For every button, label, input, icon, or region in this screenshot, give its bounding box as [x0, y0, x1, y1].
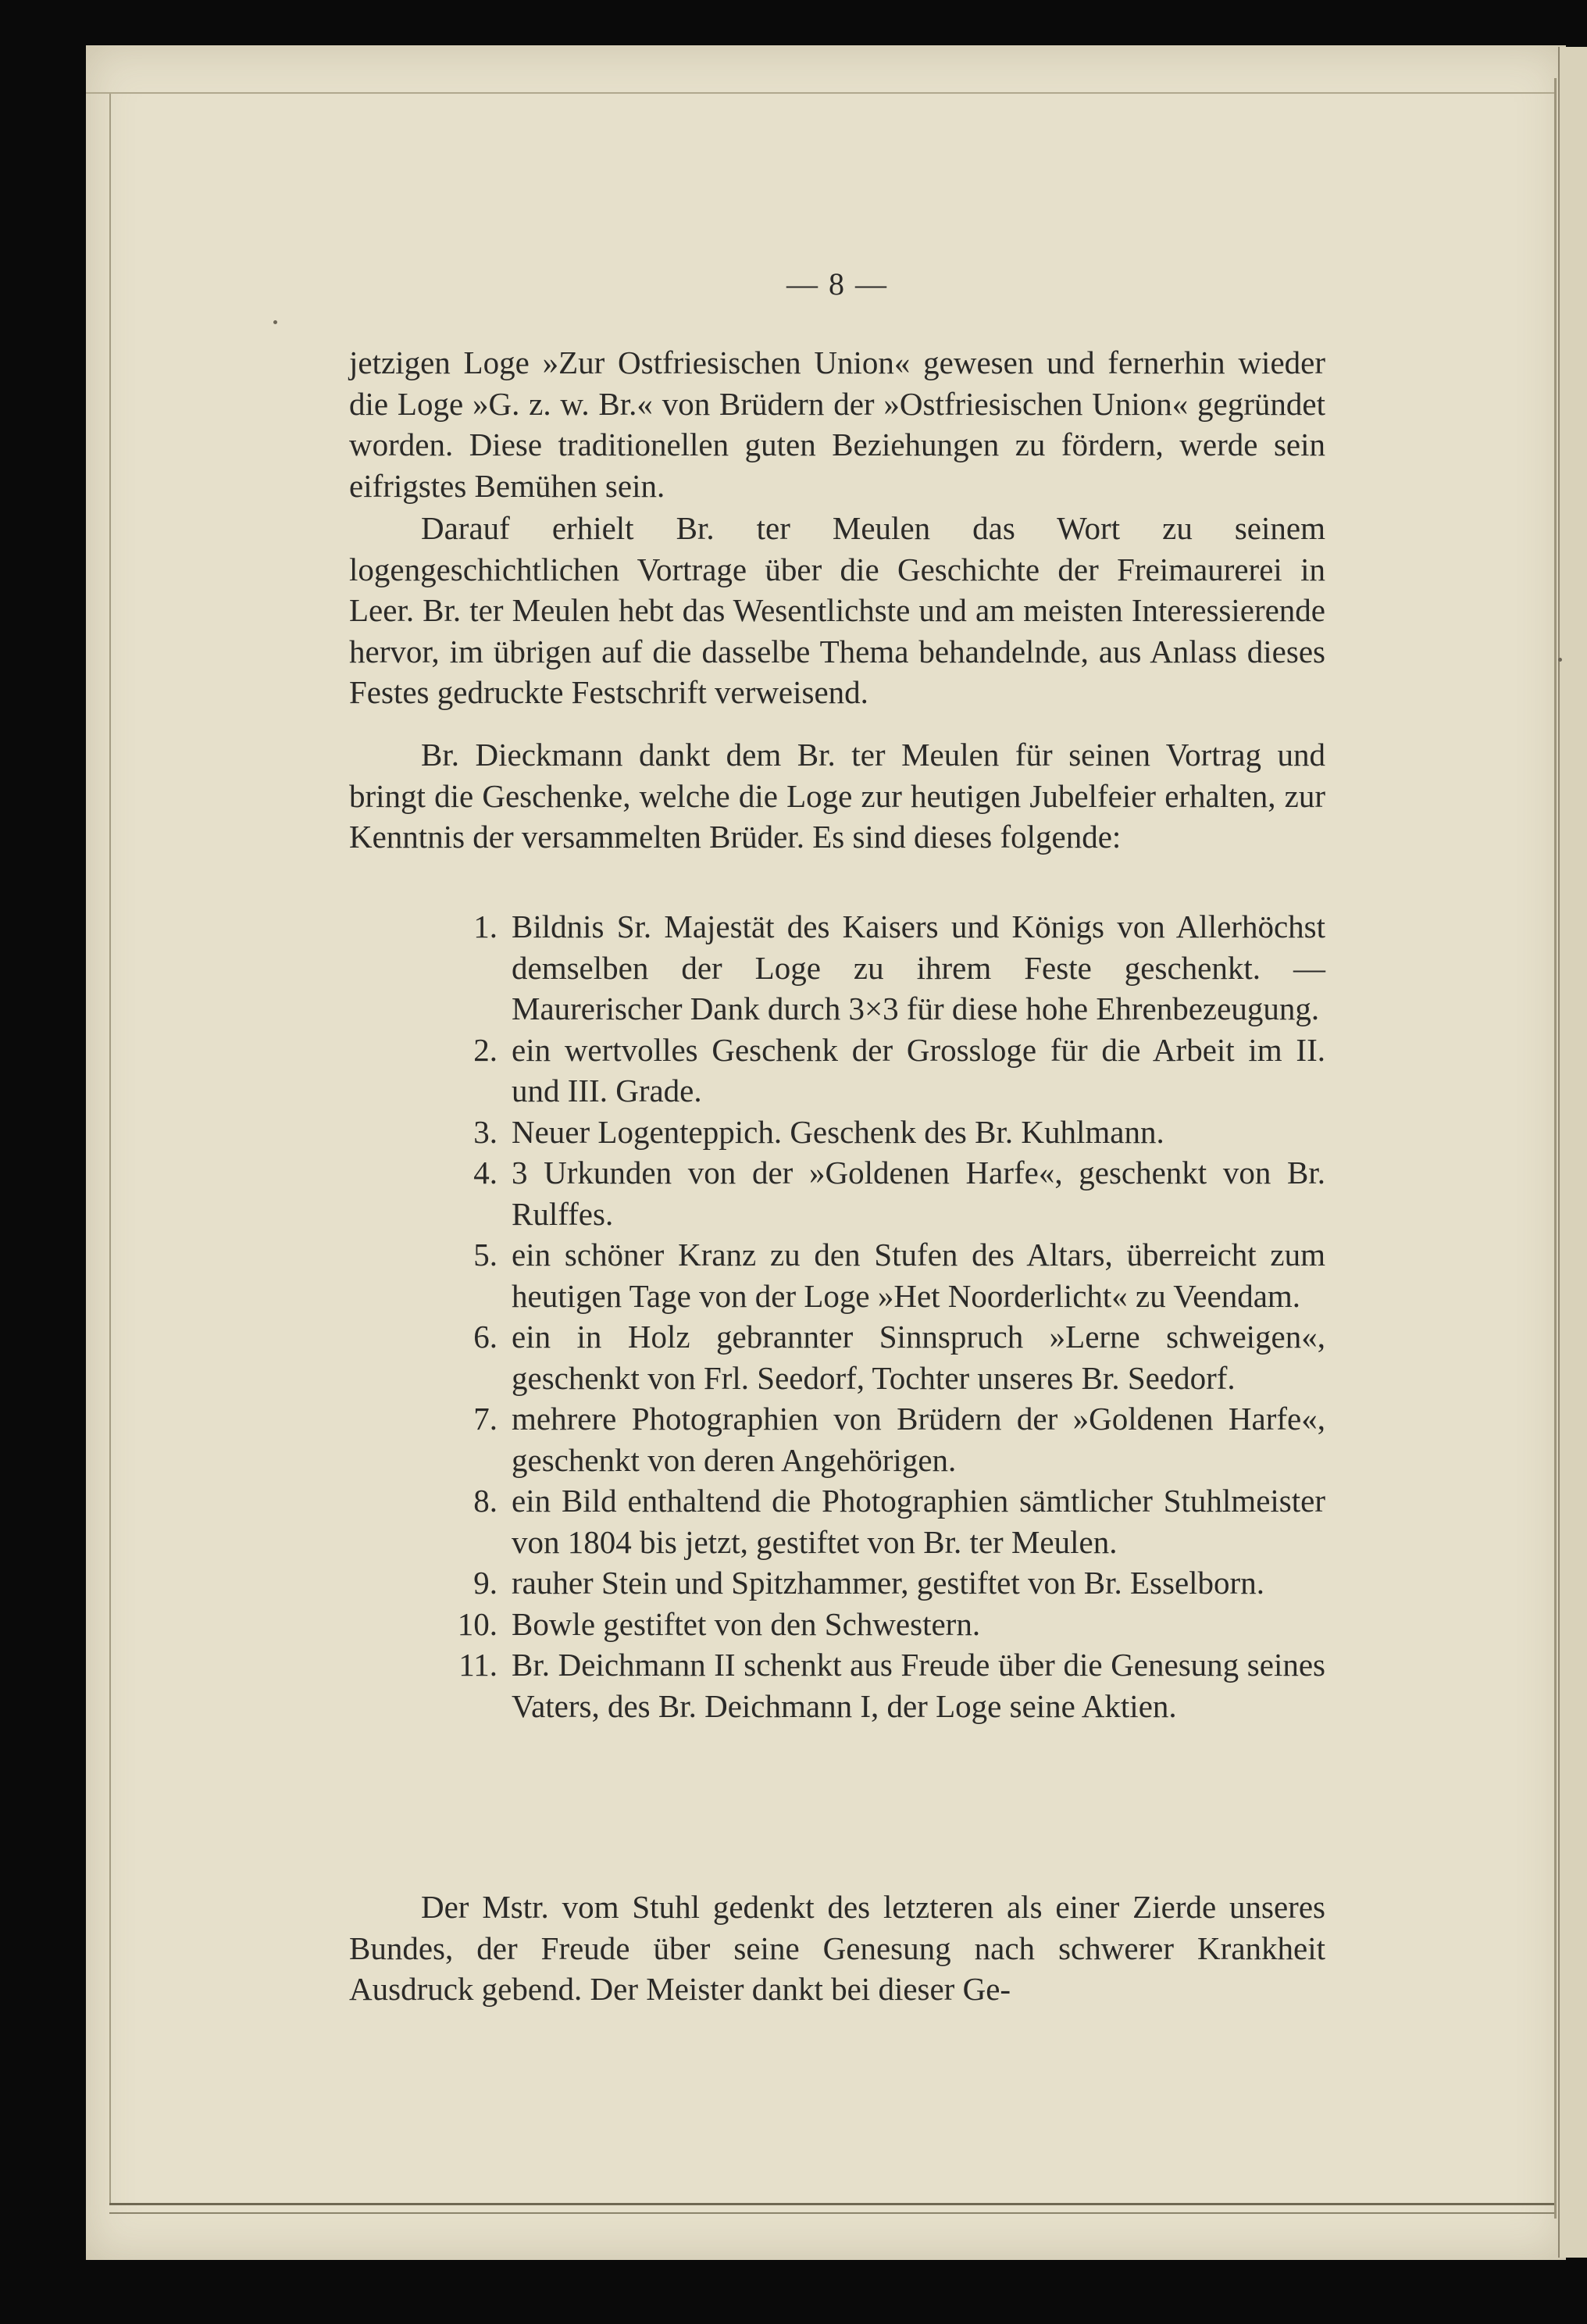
list-item-number: 5.	[473, 1237, 497, 1273]
list-item	[349, 1234, 1325, 1316]
paragraph-1: jetzigen Loge »Zur Ostfriesischen Union« gewesen und fernerhin wieder die Loge »G. z. w. Br.« von Brüdern der »Ostfriesischen Union« gegründet worden. Diese traditionellen guten Beziehungen zu fördern, werde sein eifrigstes Bemühen sein.	[349, 344, 1325, 504]
paragraph-2: Darauf erhielt Br. ter Meulen das Wort zu seinem logengeschichtlichen Vortrage über die Geschichte der Freimaurerei in Leer. Br. ter Meulen hebt das Wesentlichste und am meisten Interessierende hervor, im übrigen auf die dasselbe Thema behandelnde, aus Anlass dieses Festes gedruckte Festschrift verweisend.	[349, 510, 1325, 710]
list-item-text: 3 Urkunden von der »Goldenen Harfe«, geschenkt von Br. Rulffes.	[512, 1155, 1325, 1232]
list-item	[349, 1480, 1325, 1562]
page-top-border	[86, 92, 1554, 94]
list-item-number: 11.	[458, 1647, 497, 1683]
list-item-text: Br. Deichmann II schenkt aus Freude über die Genesung seines Vaters, des Br. Deichmann I, der Loge seine Aktien.	[512, 1647, 1325, 1724]
list-item-text: mehrere Photographien von Brüdern der »Goldenen Harfe«, geschenkt von deren Angehörigen.	[512, 1401, 1325, 1478]
list-item-text: ein wertvolles Geschenk der Grossloge für die Arbeit im II. und III. Grade.	[512, 1031, 1325, 1108]
list-item	[349, 1562, 1325, 1604]
list-item	[349, 1316, 1325, 1398]
list-item-text: Neuer Logenteppich. Geschenk des Br. Kuhlmann.	[512, 1113, 1164, 1150]
page-edge	[1558, 47, 1587, 2258]
page-fold-line	[1554, 78, 1557, 2219]
list-item-number: 3.	[473, 1113, 497, 1150]
list-item-text: rauher Stein und Spitzhammer, gestiftet von Br. Esselborn.	[512, 1565, 1264, 1601]
closing-paragraph: Der Mstr. vom Stuhl gedenkt des letzteren als einer Zierde unseres Bundes, der Freude über seine Genesung nach schwerer Krankheit Ausdruck gebend. Der Meister dankt bei dieser Ge-	[349, 1889, 1325, 2007]
list-item-number: 6.	[473, 1319, 497, 1355]
list-item-number: 9.	[473, 1565, 497, 1601]
list-item-text: Bowle gestiftet von den Schwestern.	[512, 1605, 981, 1642]
list-item-number: 7.	[473, 1401, 497, 1437]
list-item-text: ein Bild enthaltend die Photographien sämtlicher Stuhlmeister von 1804 bis jetzt, gestiftet von Br. ter Meulen.	[512, 1483, 1325, 1560]
list-item-text: ein schöner Kranz zu den Stufen des Altars, überreicht zum heutigen Tage von der Loge »Het Noorderlicht« zu Veendam.	[512, 1237, 1325, 1314]
list-item-number: 8.	[473, 1483, 497, 1519]
paper-speck	[273, 320, 277, 324]
list-item-number: 1.	[473, 909, 497, 944]
list-item-text: Bildnis Sr. Majestät des Kaisers und Königs von Allerhöchst demselben der Loge zu ihrem Feste geschenkt. — Maurerischer Dank durch 3×3 für diese hohe Ehrenbezeugung.	[512, 909, 1325, 1026]
list-item	[349, 906, 1325, 1030]
list-item-number: 4.	[473, 1155, 497, 1191]
page-left-border	[109, 94, 111, 2203]
paragraph-3: Br. Dieckmann dankt dem Br. ter Meulen für seinen Vortrag und bringt die Geschenke, welche die Loge zur heutigen Jubelfeier erhalten, zur Kenntnis der versammelten Brüder. Es sind dieses folgende:	[349, 737, 1325, 855]
page-bottom-border	[109, 2203, 1554, 2205]
page-number: — 8 —	[786, 266, 888, 302]
paper-speck	[1558, 658, 1562, 662]
list-item	[349, 1644, 1325, 1726]
list-item	[349, 1030, 1325, 1112]
list-item	[349, 1152, 1325, 1234]
list-item	[349, 1398, 1325, 1480]
list-item	[349, 1112, 1325, 1153]
list-item-number: 10.	[457, 1605, 497, 1642]
gift-list	[349, 906, 1325, 1726]
page-bottom-border-inner	[109, 2212, 1554, 2214]
list-item-number: 2.	[473, 1031, 497, 1068]
list-item	[349, 1604, 1325, 1645]
list-item-text: ein in Holz gebrannter Sinnspruch »Lerne schweigen«, geschenkt von Frl. Seedorf, Tochter unseres Br. Seedorf.	[512, 1319, 1325, 1396]
